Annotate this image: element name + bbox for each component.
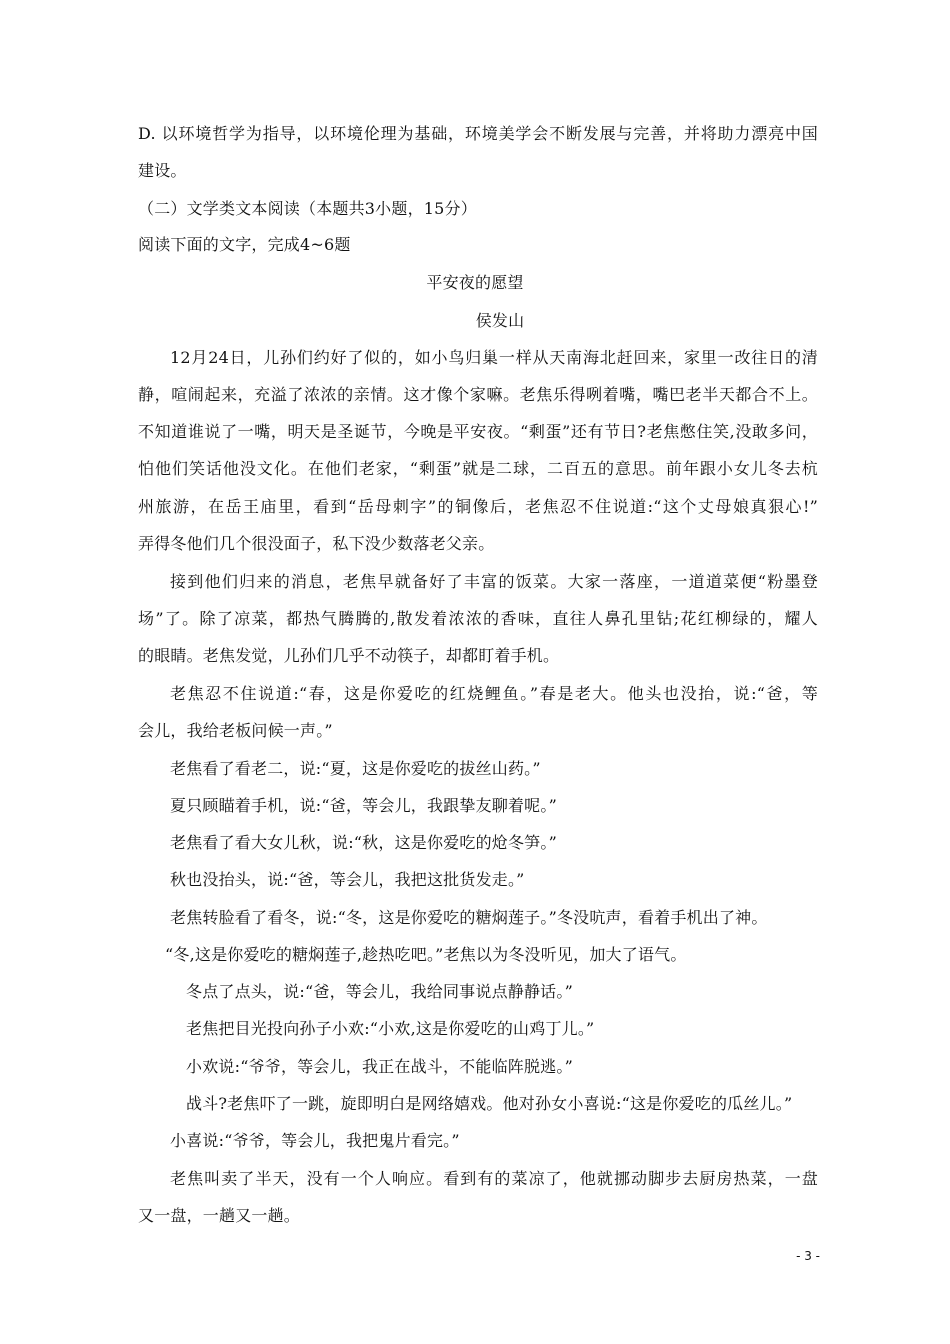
paragraph-line: 的眼睛。老焦发觉，儿孙们几乎不动筷子，却都盯着手机。	[138, 646, 560, 665]
dialogue-line: 冬点了点头，说:“爸，等会儿，我给同事说点静静话。”	[186, 982, 573, 1001]
option-d-line-1: D. 以环境哲学为指导，以环境伦理为基础，环境美学会不断发展与完善，并将助力漂亮中国	[138, 124, 818, 143]
paragraph-line: 接到他们归来的消息，老焦早就备好了丰富的饭菜。大家一落座，一道道菜便“粉墨登	[170, 572, 818, 591]
paragraph-line: 会儿，我给老板问候一声。”	[138, 721, 333, 740]
dialogue-line: 老焦转脸看了看冬，说:“冬，这是你爱吃的糖焖莲子。”冬没吭声，看着手机出了神。	[170, 908, 768, 927]
dialogue-line: 小喜说:“爷爷，等会儿，我把鬼片看完。”	[170, 1131, 460, 1150]
paragraph-line: 12月24日，儿孙们约好了似的，如小鸟归巢一样从天南海北赶回来，家里一改往日的清	[170, 348, 818, 367]
dialogue-line: 夏只顾瞄着手机，说:“爸，等会儿，我跟挚友聊着呢。”	[170, 796, 557, 815]
story-author: 侯发山	[475, 311, 525, 330]
paragraph-line: 老焦叫卖了半天，没有一个人响应。看到有的菜凉了，他就挪动脚步去厨房热菜，一盘	[170, 1169, 818, 1188]
dialogue-line: 老焦看了看大女儿秋，说:“秋，这是你爱吃的炝冬笋。”	[170, 833, 557, 852]
dialogue-line: “冬,这是你爱吃的糖焖莲子,趁热吃吧。”老焦以为冬没听见，加大了语气。	[165, 945, 687, 964]
paragraph-line: 静，喧闹起来，充溢了浓浓的亲情。这才像个家嘛。老焦乐得咧着嘴，嘴巴老半天都合不上。	[138, 385, 818, 404]
dialogue-line: 老焦看了看老二，说:“夏，这是你爱吃的拔丝山药。”	[170, 759, 541, 778]
dialogue-line: 老焦把目光投向孙子小欢:“小欢,这是你爱吃的山鸡丁儿。”	[186, 1019, 595, 1038]
paragraph-line: 场”了。除了凉菜，都热气腾腾的,散发着浓浓的香味，直往人鼻孔里钻;花红柳绿的，耀人	[138, 609, 818, 628]
dialogue-line: 战斗?老焦吓了一跳，旋即明白是网络嬉戏。他对孙女小喜说:“这是你爱吃的瓜丝儿。”	[186, 1094, 793, 1113]
paragraph-line: 弄得冬他们几个很没面子，私下没少数落老父亲。	[138, 534, 495, 553]
story-title: 平安夜的愿望	[426, 273, 524, 292]
paragraph-line: 不知道谁说了一嘴，明天是圣诞节，今晚是平安夜。“剩蛋”还有节日?老焦憋住笑,没敢多问，	[138, 422, 818, 441]
dialogue-line: 秋也没抬头，说:“爸，等会儿，我把这批货发走。”	[170, 870, 525, 889]
paragraph-line: 又一盘，一趟又一趟。	[138, 1206, 301, 1225]
dialogue-line: 小欢说:“爷爷，等会儿，我正在战斗，不能临阵脱逃。”	[186, 1057, 573, 1076]
paragraph-line: 怕他们笑话他没文化。在他们老家，“剩蛋”就是二球，二百五的意思。前年跟小女儿冬去杭	[138, 459, 818, 478]
option-d-line-2: 建设。	[138, 161, 187, 180]
section-heading: （二）文学类文本阅读（本题共3小题，15分）	[138, 199, 477, 218]
paragraph-line: 州旅游，在岳王庙里，看到“岳母刺字”的铜像后，老焦忍不住说道:“这个丈母娘真狠心!”	[138, 497, 818, 516]
reading-instruction: 阅读下面的文字，完成4~6题	[138, 235, 351, 254]
page-number: - 3 -	[796, 1249, 820, 1263]
paragraph-line: 老焦忍不住说道:“春，这是你爱吃的红烧鲤鱼。”春是老大。他头也没抬，说:“爸，等	[170, 684, 818, 703]
